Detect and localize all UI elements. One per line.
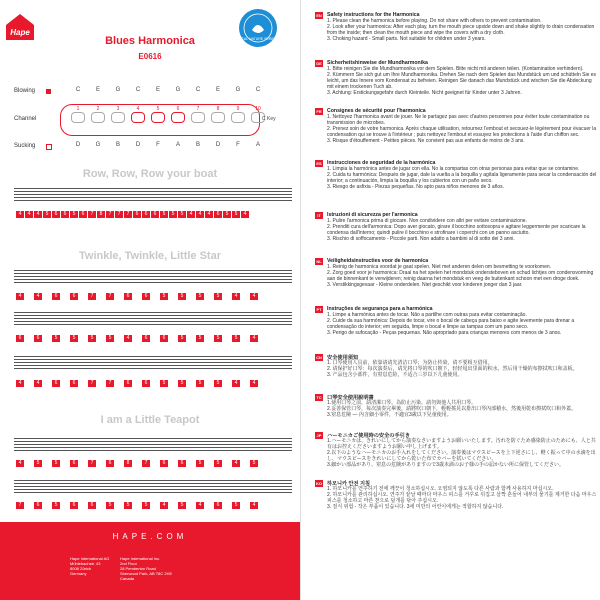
note-number: 4	[160, 502, 168, 509]
seal-wrap	[238, 8, 278, 48]
note-number: 5	[178, 380, 186, 387]
blow-note: E	[95, 87, 100, 93]
note-number: 5	[178, 335, 186, 342]
blow-note: C	[195, 87, 201, 93]
note-number: 5	[70, 335, 78, 342]
note-number: 5	[214, 335, 222, 342]
language-badge: FR	[316, 109, 322, 114]
hole-number: 7	[196, 106, 200, 112]
logo-text: Hape	[10, 28, 30, 37]
note-number: 7	[88, 380, 96, 387]
blowing-marker	[46, 89, 51, 94]
note-number: 5	[52, 335, 60, 342]
suck-note: D	[215, 142, 221, 148]
note-number: 6	[106, 460, 114, 467]
instruction-line: 3. Risque d'étouffement - Petites pièces. Ne convient pas aux enfants de moins de 3 ans.	[327, 138, 525, 144]
product-title: Blues Harmonica	[105, 35, 195, 47]
address-line: Mühlebachstr. 43	[70, 561, 101, 566]
instruction-line: 3. Verstikkingsgevaar - Kleine onderdelen. Niet geschikt voor kinderen jonger dan 3 jaar.	[327, 282, 523, 288]
note-number: 5	[124, 502, 132, 509]
note-number: 5	[34, 460, 42, 467]
instruction-line: 1. Pulire l'armonica prima di giocare. Non condividere con altri per evitare contaminazione.	[327, 218, 527, 224]
language-badge: IT	[315, 212, 323, 219]
instruction-line: 3.窒息危險 — 內含細小零件，不適宜3歲以下兒童使用。	[327, 412, 452, 418]
note-number: 4	[16, 380, 24, 387]
suck-note: B	[195, 142, 200, 148]
section-title: Instrucciones de seguridad de la harmónica	[327, 160, 436, 166]
instruction-line: 2. Cuida tu harmónica: Después de jugar, dale la vuelta a la boquilla y agítala ligeramente para secar la condensación del interior; a continuación, limpia la boquilla y los cubiertos con un paño seco.	[327, 172, 597, 184]
harmonica-hole	[151, 112, 165, 123]
language-badge: JP	[316, 433, 322, 438]
note-number: 6	[124, 293, 132, 300]
section-body	[327, 312, 597, 336]
section-title: Veiligheidsinstructies voor de harmonica	[327, 258, 429, 264]
section-title: 口琴安全使用說明書	[327, 395, 374, 401]
note-number: 4	[34, 380, 42, 387]
note-number: 5	[214, 293, 222, 300]
note-number: 6	[79, 211, 87, 218]
song-2-notes-row-1	[16, 293, 258, 300]
address-line: Hape International AG	[70, 556, 110, 561]
suck-note: D	[135, 142, 141, 148]
section-body	[327, 114, 597, 144]
hole-number: 4	[136, 106, 140, 112]
key-label: C Key	[262, 116, 276, 122]
section-title: Safety instructions for the Harmonica	[327, 12, 420, 18]
harmonica-hole	[91, 112, 105, 123]
section-body	[327, 218, 597, 242]
instruction-line: 1.使用口琴之前，請清潔口琴。為防止污染，請勿與他人共用口琴。	[327, 400, 477, 406]
instruction-line: 3. Achtung: Erstickungsgefahr durch Kleinteile. Nicht geeignet für Kinder unter 3 Jahren.	[327, 90, 522, 96]
staff-2b	[14, 312, 292, 326]
staff-3a	[14, 438, 292, 452]
harmonica-hole	[171, 112, 185, 123]
note-number: 7	[16, 502, 24, 509]
note-number: 5	[160, 211, 168, 218]
section-title: Sicherheitshinweise der Mundharmonika	[327, 60, 428, 66]
instruction-line: 3. Perigo de sufocação - Peças pequenas. Não apropriado para crianças menores com menos de 3 anos.	[327, 330, 562, 336]
sucking-marker	[46, 144, 52, 150]
note-number: 5	[52, 460, 60, 467]
hole-number: 10	[255, 106, 261, 112]
note-number: 6	[124, 380, 132, 387]
address-line: Germany	[70, 571, 87, 576]
hole-number: 5	[156, 106, 160, 112]
blow-note: E	[155, 87, 160, 93]
instruction-line: 1. Please clean the harmonica before playing. Do not share with others to prevent contamination.	[327, 18, 542, 24]
note-number: 5	[178, 502, 186, 509]
note-number: 5	[106, 335, 114, 342]
language-badge: NL	[316, 259, 322, 264]
note-number: 8	[97, 211, 105, 218]
section-body	[327, 166, 597, 190]
song-title-1: Row, Row, Row your boat	[82, 168, 218, 180]
instruction-line: 3. Riesgo de asfixia - Piezas pequeñas. No apto para niños menores de 3 años.	[327, 184, 505, 190]
note-number: 5	[43, 211, 51, 218]
note-number: 4	[205, 211, 213, 218]
note-number: 7	[124, 211, 132, 218]
note-number: 5	[250, 460, 258, 467]
section-body	[327, 438, 597, 468]
song-1-notes	[16, 211, 249, 218]
note-number: 5	[214, 380, 222, 387]
section-body	[327, 486, 597, 510]
suck-note: B	[115, 142, 120, 148]
address-line: 28 Pemberton Road	[120, 566, 156, 571]
language-badge: ES	[316, 161, 322, 166]
harmonica-hole	[191, 112, 205, 123]
instruction-line: 3. 产品包含小部件，有窒息危险，不适合三岁以下儿童使用。	[327, 372, 463, 378]
harmonica-hole	[231, 112, 245, 123]
footer-address-2	[120, 556, 172, 581]
instruction-line: 2. Look after your harmonica: After each play, turn the mouth piece upside down and shake slightly to drain condensation from the inside; then clean the mouth piece and wipe the covers with a dry cloth.	[327, 24, 595, 36]
address-line: 8008 Zürich	[70, 566, 92, 571]
section-title: 하모니카 안전 지침	[327, 481, 370, 487]
instruction-line: 1.ハーモニカは、きれいにしてから演奏なさいますようお願いいたします。汚れを防ぐため感染防止のためにも、人と共有はお控えくださいますようお願い申し上げます。	[327, 438, 596, 450]
note-number: 7	[106, 211, 114, 218]
note-number: 5	[88, 335, 96, 342]
instruction-line: 2. Prenditi cura dell'armonica: Dopo aver giocato, girare il bocchino sottosopra e agitare leggermente per scaricare la condensa dall'interno; quindi pulire il bocchino e strofinare i coperchi con un panno asciutto.	[327, 224, 586, 236]
address-line: 2nd Floor	[120, 561, 137, 566]
song-title-2: Twinkle, Twinkle, Little Star	[78, 250, 221, 262]
note-number: 4	[232, 380, 240, 387]
note-number: 6	[16, 335, 24, 342]
language-badge: CN	[316, 355, 322, 360]
section-body	[327, 400, 597, 418]
note-number: 4	[232, 460, 240, 467]
instruction-line: 2.以下のようなハーモニカのお手入れをしてください。演奏後はマウスピースを上下逆さにし、軽く振って中の水滴を出し、マウスピースをきれいにしてから乾いた布でカバーを拭いてください。	[327, 450, 596, 462]
hole-number: 3	[116, 106, 120, 112]
harmonica-hole	[71, 112, 85, 123]
section-title: Consignes de sécurité pour l'harmonica	[327, 108, 426, 114]
note-number: 4	[250, 380, 258, 387]
instruction-line: 2. 请保护好口琴：每次演奏后，请先将口琴的吹口朝下，轻轻甩出里面的积水，然后用干燥的布擦拭吹口和盖板。	[327, 366, 578, 372]
note-number: 5	[160, 293, 168, 300]
note-number: 5	[223, 211, 231, 218]
address-line: Sherwood Park, AB T8C 2H5	[120, 571, 172, 576]
note-number: 6	[34, 502, 42, 509]
note-number: 4	[250, 502, 258, 509]
harmonica-hole	[131, 112, 145, 123]
language-badge: DE	[316, 61, 322, 66]
note-number: 6	[52, 293, 60, 300]
blow-note: G	[115, 87, 121, 93]
song-2-notes-row-3	[16, 380, 258, 387]
note-number: 6	[214, 211, 222, 218]
note-number: 6	[178, 460, 186, 467]
note-number: 4	[16, 211, 24, 218]
note-number: 6	[214, 502, 222, 509]
harmonica-hole	[211, 112, 225, 123]
note-number: 5	[232, 502, 240, 509]
note-number: 5	[142, 502, 150, 509]
note-number: 5	[106, 502, 114, 509]
instruction-line: 3. 질식 위험 - 작은 부품이 있습니다. 3세 미만의 어린이에게는 적합하지 않습니다.	[327, 504, 504, 510]
note-number: 4	[232, 293, 240, 300]
note-number: 5	[232, 335, 240, 342]
sucking-label: Sucking	[14, 143, 36, 149]
instruction-line: 2. Prenez soin de votre harmonica. Après chaque utilisation, retournez l'embout et secouez-le légèrement pour évacuer la condensation qui se trouve à l'intérieur ; puis nettoyez l'embout et essuyez les protections à l'aide d'un chiffon sec.	[327, 126, 597, 138]
note-number: 6	[160, 335, 168, 342]
instruction-line: 2. Kümmern Sie sich gut um Ihre Mundharmonika. Drehen Sie nach dem Spielen das Mundstück um und schütteln Sie es leicht, um das Innere vom Kondensat zu befreien. Reinigen Sie danach das Mundstück und wischen Sie die Abdeckung mit einem trockenen Tuch ab.	[327, 72, 597, 90]
blow-note: C	[255, 87, 261, 93]
instruction-line: 1. 하모니카를 연주하기 전에 깨끗이 청소하십시오. 오염되지 않도록 다른 사람과 함께 사용하지 마십시오.	[327, 486, 554, 492]
instruction-line: 1. 口琴使用人员前，依靠请请先清洁口琴；为防止传染，请不要相互借用。	[327, 360, 493, 366]
note-number: 5	[169, 211, 177, 218]
footer-url[interactable]: HAPE.COM	[112, 532, 188, 541]
suck-note: F	[236, 142, 240, 148]
section-title: Istruzioni di sicurezza per l'armonica	[327, 212, 418, 218]
instruction-line: 3.細かい部品があり、窒息の危険がありますので3歳未満のお子様の手の届かない所に保管してください。	[327, 462, 564, 468]
note-number: 6	[70, 502, 78, 509]
hole-number: 9	[236, 106, 240, 112]
language-badge: EN	[316, 13, 322, 18]
blow-note: E	[215, 87, 220, 93]
section-body	[327, 360, 597, 378]
note-number: 5	[52, 502, 60, 509]
section-body	[327, 18, 597, 42]
note-number: 5	[178, 211, 186, 218]
section-title: Instruções de segurança para a harmónica	[327, 306, 433, 312]
instruction-line: 2. 하모니카를 관리하십시오. 연주가 끝날 때마다 마우스 피스를 거꾸로 뒤집고 살짝 흔들어 내부의 물기를 제거한 다음 마우스 피스를 청소하고 마른 천으로 덮개를 닦아 주십시오.	[327, 492, 597, 504]
suck-note: A	[175, 142, 180, 148]
hole-number: 1	[76, 106, 80, 112]
note-number: 6	[52, 380, 60, 387]
note-number: 6	[142, 380, 150, 387]
suck-note: G	[95, 142, 101, 148]
blow-note: G	[235, 87, 241, 93]
instruction-line: 2.妥善保管口琴，每次演奏完畢後，請將吹口朝下，輕輕搖晃以排出口琴內部積水，然後用乾布擦拭吹口和外蓋。	[327, 406, 577, 412]
hole-number: 6	[176, 106, 180, 112]
logo-wrap	[5, 14, 35, 40]
blow-notes-row	[68, 87, 268, 93]
note-number: 4	[124, 335, 132, 342]
section-title: ハーモニカご使用時の安全の手引き	[327, 433, 411, 439]
staff-2a	[14, 270, 292, 284]
note-number: 6	[70, 293, 78, 300]
note-number: 4	[250, 335, 258, 342]
note-number: 4	[34, 293, 42, 300]
language-badge: TC	[316, 395, 322, 400]
staff-3b	[14, 480, 292, 494]
note-number: 6	[142, 211, 150, 218]
harmonica-hole	[111, 112, 125, 123]
instruction-line: 3. Rischio di soffocamento - Piccole parti. Non adatto a bambini al di sotto dei 3 anni.	[327, 236, 515, 242]
note-number: 6	[133, 211, 141, 218]
note-number: 4	[241, 211, 249, 218]
address-line: Hape International Inc.	[120, 556, 161, 561]
note-number: 6	[151, 211, 159, 218]
instruction-line: 2. Cuide da sua harmónica: Depois de tocar, vire o bocal de cabeça para baixo e agite levemente para drenar a condensação do interior; em seguida, limpe o bocal e limpe as tampas com um pano seco.	[327, 318, 575, 330]
note-number: 5	[70, 211, 78, 218]
safety-panel	[300, 0, 600, 600]
note-number: 6	[34, 335, 42, 342]
note-number: 4	[16, 460, 24, 467]
song-2-notes-row-2	[16, 335, 258, 342]
note-number: 5	[196, 460, 204, 467]
instruction-line: 3. Choking hazard - Small parts. Not suitable for children under 3 years.	[327, 36, 486, 42]
product-code: E0616	[138, 52, 162, 61]
instruction-line: 1. Limpia la harmónica antes de jugar con ella. No la compartas con otras personas para evitar que se contamine.	[327, 166, 580, 172]
note-number: 5	[232, 211, 240, 218]
blow-note: C	[135, 87, 141, 93]
note-number: 4	[196, 211, 204, 218]
note-number: 4	[16, 293, 24, 300]
seal-text: REAL NATURE SERIES	[239, 37, 277, 41]
instruction-line: 1. Bitte reinigen Sie die Mundharmonika vor dem Spielen. Bitte nicht mit anderen teilen. (Kontamination verhindern).	[327, 66, 584, 72]
note-number: 6	[52, 211, 60, 218]
note-number: 5	[196, 293, 204, 300]
note-number: 7	[115, 211, 123, 218]
note-number: 6	[61, 211, 69, 218]
note-number: 5	[178, 293, 186, 300]
note-number: 5	[196, 380, 204, 387]
address-line: Canada	[120, 576, 135, 581]
staff-1	[14, 188, 292, 202]
channel-label: Channel	[14, 116, 37, 122]
note-number: 4	[250, 293, 258, 300]
note-number: 6	[160, 460, 168, 467]
note-number: 5	[214, 460, 222, 467]
note-number: 7	[106, 380, 114, 387]
note-number: 4	[196, 502, 204, 509]
harmonica-holes	[68, 112, 268, 123]
note-number: 6	[142, 293, 150, 300]
note-number: 7	[142, 460, 150, 467]
language-badge: PT	[316, 307, 322, 312]
song-3-notes-row-1	[16, 460, 258, 467]
note-number: 6	[70, 460, 78, 467]
song-3-notes-row-2	[16, 502, 258, 509]
note-number: 7	[88, 460, 96, 467]
note-number: 5	[160, 380, 168, 387]
note-number: 6	[142, 335, 150, 342]
suck-note: D	[75, 142, 81, 148]
note-number: 7	[88, 211, 96, 218]
instruction-line: 1. Reinig de harmonica voordat je gaat spelen. Niet met anderen delen om besmetting te voorkomen.	[327, 264, 552, 270]
hole-number: 2	[96, 106, 100, 112]
note-number: 4	[34, 211, 42, 218]
section-body	[327, 66, 597, 96]
instruction-line: 2. Zorg goed voor je harmonica: Draai na het spelen het mondstuk ondersteboven en schud lichtjes om condensvorming aan de binnenkant te verwijderen; reinig daarna het mondstuk en veeg de buitenkant schoon met een droge doek.	[327, 270, 594, 282]
note-number: 8	[124, 460, 132, 467]
note-number: 5	[196, 335, 204, 342]
staff-2c	[14, 356, 292, 370]
note-number: 4	[187, 211, 195, 218]
blow-note: G	[175, 87, 181, 93]
instruction-line: 1. Limpe a harmónica antes de tocar. Não a partilhe com outras para evitar contaminação.	[327, 312, 527, 318]
section-body	[327, 264, 597, 288]
footer	[0, 522, 300, 600]
blowing-label: Blowing	[14, 88, 36, 94]
blow-note: C	[75, 87, 81, 93]
suck-note: F	[156, 142, 160, 148]
hole-number: 8	[216, 106, 220, 112]
suck-notes-row	[68, 142, 268, 148]
note-number: 7	[106, 293, 114, 300]
note-number: 6	[70, 380, 78, 387]
instruction-line: 1. Nettoyez l'harmonica avant de jouer. Ne le partagez pas avec d'autres personnes pour éviter toute contamination ou transmission de microbes.	[327, 114, 590, 126]
note-number: 6	[88, 502, 96, 509]
section-title: 安全使用须知	[327, 355, 359, 361]
footer-address-1	[70, 556, 109, 576]
suck-note: A	[255, 142, 260, 148]
song-title-3: I am a Little Teapot	[100, 414, 200, 426]
note-number: 4	[25, 211, 33, 218]
language-badge: KO	[316, 481, 322, 486]
note-number: 7	[88, 293, 96, 300]
